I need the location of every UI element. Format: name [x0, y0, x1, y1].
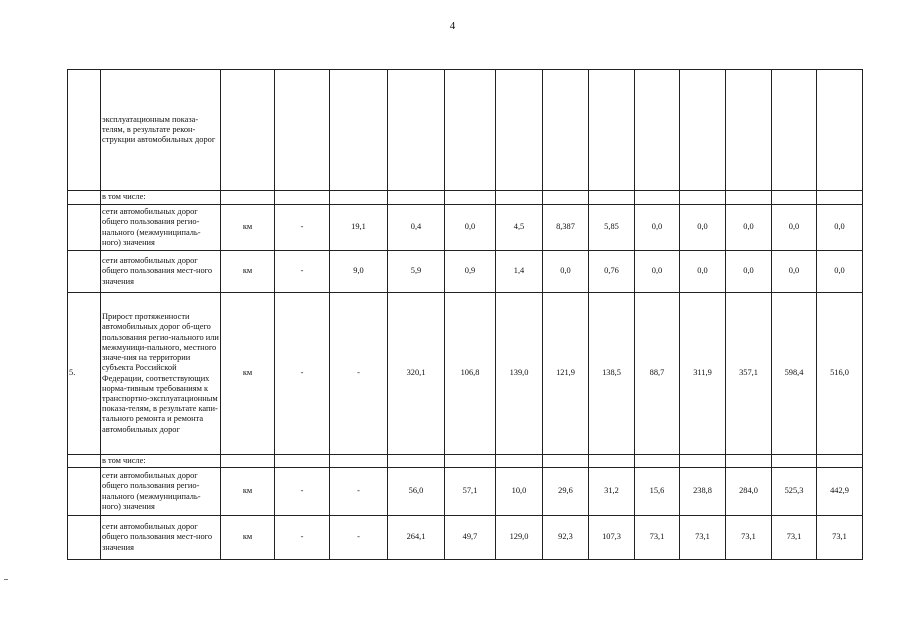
- row-number: [68, 468, 101, 516]
- row-unit: км: [221, 516, 275, 560]
- value-cell: 10,0: [496, 468, 543, 516]
- value-cell: 0,0: [726, 251, 772, 293]
- value-cell: 106,8: [445, 293, 496, 455]
- value-cell: 73,1: [635, 516, 680, 560]
- value-cell: 73,1: [680, 516, 726, 560]
- value-cell: 129,0: [496, 516, 543, 560]
- value-cell: [330, 455, 388, 468]
- value-cell: -: [275, 293, 330, 455]
- value-cell: 0,0: [817, 251, 863, 293]
- value-cell: 5,9: [388, 251, 445, 293]
- value-cell: [275, 455, 330, 468]
- value-cell: 0,0: [543, 251, 589, 293]
- value-cell: [275, 70, 330, 191]
- value-cell: 0,0: [445, 205, 496, 251]
- value-cell: 525,3: [772, 468, 817, 516]
- row-description: сети автомобильных дорог общего пользования регио-нального (межмуниципаль-ного) значения: [101, 468, 221, 516]
- row-unit: [221, 70, 275, 191]
- value-cell: 238,8: [680, 468, 726, 516]
- value-cell: -: [330, 293, 388, 455]
- value-cell: [445, 455, 496, 468]
- value-cell: [496, 70, 543, 191]
- value-cell: [388, 455, 445, 468]
- value-cell: [388, 70, 445, 191]
- row-number: [68, 516, 101, 560]
- value-cell: 0,0: [726, 205, 772, 251]
- value-cell: 19,1: [330, 205, 388, 251]
- value-cell: 0,0: [772, 251, 817, 293]
- row-number: [68, 205, 101, 251]
- value-cell: [330, 70, 388, 191]
- value-cell: 8,387: [543, 205, 589, 251]
- row-description: сети автомобильных дорог общего пользования регио-нального (межмуниципаль-ного) значения: [101, 205, 221, 251]
- table-row: [68, 205, 863, 251]
- value-cell: 9,0: [330, 251, 388, 293]
- row-number: [68, 251, 101, 293]
- value-cell: [680, 455, 726, 468]
- value-cell: [817, 455, 863, 468]
- value-cell: 73,1: [817, 516, 863, 560]
- value-cell: [772, 70, 817, 191]
- value-cell: [445, 70, 496, 191]
- value-cell: 0,0: [817, 205, 863, 251]
- value-cell: [772, 191, 817, 205]
- row-number: [68, 455, 101, 468]
- value-cell: 57,1: [445, 468, 496, 516]
- row-description: в том числе:: [101, 455, 221, 468]
- value-cell: 4,5: [496, 205, 543, 251]
- value-cell: 0,4: [388, 205, 445, 251]
- table-row: [68, 293, 863, 455]
- value-cell: [817, 191, 863, 205]
- value-cell: 0,0: [635, 251, 680, 293]
- value-cell: [543, 455, 589, 468]
- scan-mark: [4, 579, 8, 580]
- value-cell: 29,6: [543, 468, 589, 516]
- value-cell: [496, 191, 543, 205]
- value-cell: 311,9: [680, 293, 726, 455]
- value-cell: [589, 191, 635, 205]
- row-unit: км: [221, 251, 275, 293]
- value-cell: 264,1: [388, 516, 445, 560]
- value-cell: -: [275, 516, 330, 560]
- value-cell: 1,4: [496, 251, 543, 293]
- row-unit: км: [221, 468, 275, 516]
- row-unit: км: [221, 293, 275, 455]
- value-cell: [680, 191, 726, 205]
- value-cell: [635, 70, 680, 191]
- row-description: сети автомобильных дорог общего пользования мест-ного значения: [101, 251, 221, 293]
- value-cell: [543, 191, 589, 205]
- value-cell: 284,0: [726, 468, 772, 516]
- value-cell: 0,0: [635, 205, 680, 251]
- table-row: [68, 70, 863, 191]
- page-number: 4: [449, 20, 456, 32]
- value-cell: 0,9: [445, 251, 496, 293]
- value-cell: 139,0: [496, 293, 543, 455]
- value-cell: [589, 70, 635, 191]
- row-number: [68, 191, 101, 205]
- value-cell: 0,0: [680, 251, 726, 293]
- value-cell: -: [330, 468, 388, 516]
- value-cell: [275, 191, 330, 205]
- value-cell: [388, 191, 445, 205]
- value-cell: 138,5: [589, 293, 635, 455]
- value-cell: 15,6: [635, 468, 680, 516]
- value-cell: [496, 455, 543, 468]
- row-description: эксплуатационным показа-телям, в результате рекон-струкции автомобильных дорог: [101, 70, 221, 191]
- value-cell: 107,3: [589, 516, 635, 560]
- table-row: [68, 516, 863, 560]
- value-cell: 442,9: [817, 468, 863, 516]
- row-number: [68, 70, 101, 191]
- value-cell: [680, 70, 726, 191]
- value-cell: [589, 455, 635, 468]
- value-cell: [635, 455, 680, 468]
- value-cell: 88,7: [635, 293, 680, 455]
- value-cell: 121,9: [543, 293, 589, 455]
- row-unit: км: [221, 205, 275, 251]
- value-cell: -: [275, 468, 330, 516]
- value-cell: 0,76: [589, 251, 635, 293]
- value-cell: 73,1: [726, 516, 772, 560]
- value-cell: 357,1: [726, 293, 772, 455]
- table-row: [68, 455, 863, 468]
- value-cell: [445, 191, 496, 205]
- value-cell: 516,0: [817, 293, 863, 455]
- value-cell: [817, 70, 863, 191]
- value-cell: 56,0: [388, 468, 445, 516]
- table-row: [68, 191, 863, 205]
- value-cell: 31,2: [589, 468, 635, 516]
- table-row: [68, 251, 863, 293]
- value-cell: 320,1: [388, 293, 445, 455]
- value-cell: 0,0: [772, 205, 817, 251]
- row-unit: [221, 191, 275, 205]
- value-cell: 0,0: [680, 205, 726, 251]
- row-description: Прирост протяженности автомобильных дорог об-щего пользования регио-нального или межмуници-пального, местного значе-ния на территории субъекта Российской Федерации, соответствующих норма-тивным требованиям к транспортно-эксплуатационным показа-телям, в результате капи-тального ремонта и ремонта автомобильных дорог: [101, 293, 221, 455]
- table-row: [68, 468, 863, 516]
- value-cell: [772, 455, 817, 468]
- value-cell: [726, 70, 772, 191]
- value-cell: 598,4: [772, 293, 817, 455]
- value-cell: [726, 455, 772, 468]
- value-cell: 92,3: [543, 516, 589, 560]
- value-cell: [726, 191, 772, 205]
- value-cell: [330, 191, 388, 205]
- value-cell: -: [330, 516, 388, 560]
- value-cell: -: [275, 251, 330, 293]
- value-cell: [543, 70, 589, 191]
- value-cell: 73,1: [772, 516, 817, 560]
- row-description: сети автомобильных дорог общего пользования мест-ного значения: [101, 516, 221, 560]
- row-unit: [221, 455, 275, 468]
- value-cell: -: [275, 205, 330, 251]
- indicators-table: [67, 69, 863, 560]
- value-cell: 49,7: [445, 516, 496, 560]
- value-cell: 5,85: [589, 205, 635, 251]
- value-cell: [635, 191, 680, 205]
- row-description: в том числе:: [101, 191, 221, 205]
- row-number: 5.: [68, 293, 101, 455]
